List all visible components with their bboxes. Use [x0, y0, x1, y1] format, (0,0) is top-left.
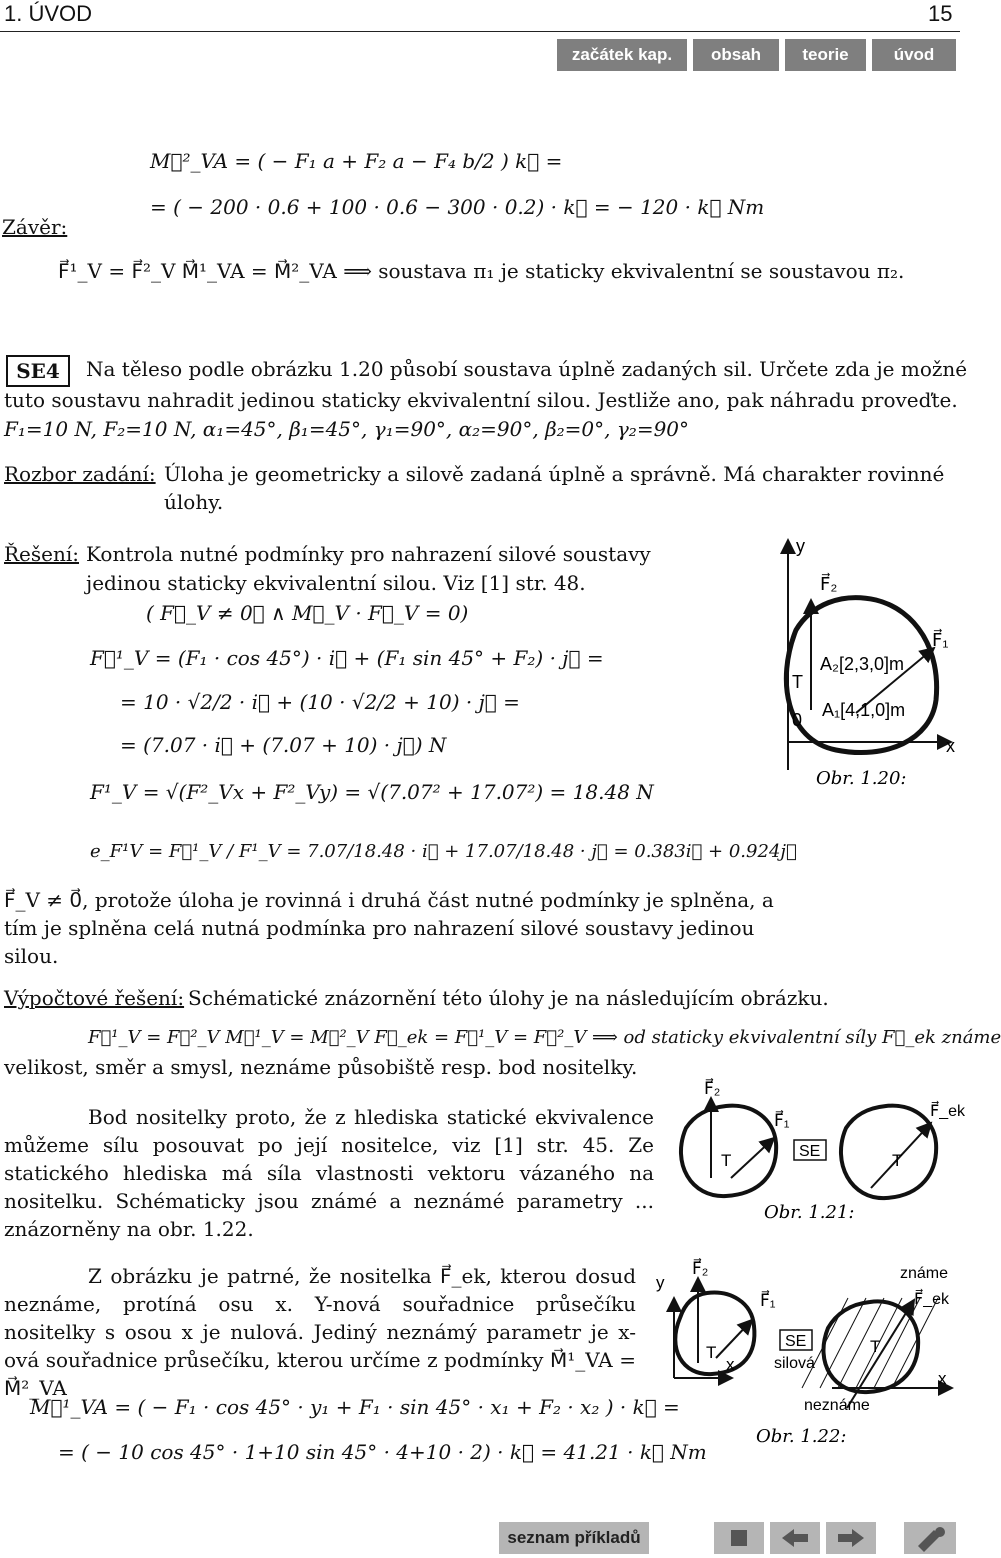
nav-chapter-start-button[interactable]: začátek kap.: [557, 39, 687, 71]
fig120-y-label: y: [796, 536, 805, 556]
header-rule: [0, 31, 960, 32]
nav-intro-button[interactable]: úvod: [872, 39, 956, 71]
fig122-nezname-label: neznáme: [804, 1397, 870, 1414]
fig121-f1-label: F⃗₁: [774, 1111, 790, 1130]
section-title: 1. ÚVOD: [4, 1, 93, 26]
body-outline: [786, 598, 936, 753]
reseni-line-1: Kontrola nutné podmínky pro nahrazení silové soustavy: [86, 542, 651, 566]
fig122-x2-label: x: [938, 1369, 947, 1388]
fig122-se-label: SE: [785, 1333, 807, 1350]
figure-1-21: [666, 1078, 965, 1228]
se4-tag: SE4: [6, 355, 70, 387]
first-page-button[interactable]: [714, 1522, 764, 1554]
figure-1-20: [756, 530, 956, 800]
se4-line-1: Na těleso podle obrázku 1.20 působí soustava úplně zadaných sil. Určete zda je možné: [86, 357, 968, 381]
fig121-fek-label: F⃗_ek: [930, 1103, 965, 1120]
next-page-button[interactable]: [826, 1522, 876, 1554]
rozbor-line-1: Úloha je geometricky a silově zadaná úplně a správně. Má charakter rovinné: [164, 462, 945, 486]
fig121-f2-label: F⃗₂: [704, 1079, 721, 1098]
conclusion-label: Závěr:: [2, 215, 68, 239]
nav-theory-button[interactable]: teorie: [785, 39, 866, 71]
reseni-line-2: jedinou staticky ekvivalentní silou. Viz [1] str. 48.: [86, 571, 586, 595]
moment-equation-1: M⃗²_VA = ( − F₁ a + F₂ a − F₄ b/2 ) k⃗ =: [150, 149, 563, 173]
fig120-t-label: T: [792, 672, 803, 692]
fig122-x1-label: x: [726, 1355, 735, 1374]
fig120-caption: Obr. 1.20:: [816, 768, 907, 789]
fig122-f1-label: F⃗₁: [760, 1291, 776, 1310]
fig120-origin-label: 0: [792, 710, 803, 730]
fig120-f2-label: F⃗₂: [820, 574, 838, 594]
vypocet-equation-cont: velikost, směr a smysl, neznáme působiště resp. bod nositelky.: [4, 1055, 638, 1079]
vypocet-label: Výpočtové řešení:: [4, 986, 185, 1010]
fig120-a1-label: A₁[4,1,0]m: [822, 700, 906, 720]
fig121-se-label: SE: [799, 1143, 821, 1160]
example-list-button[interactable]: seznam příkladů: [499, 1522, 649, 1554]
arrow-left-icon: [770, 1522, 820, 1554]
fig122-t1-label: T: [706, 1343, 717, 1362]
square-icon: [714, 1522, 764, 1554]
conclusion-line-2: tím je splněna celá nutná podmínka pro nahrazení silové soustavy jedinou: [4, 916, 755, 940]
moment-equation-2: = ( − 200 · 0.6 + 100 · 0.6 − 300 · 0.2) · k⃗ = − 120 · k⃗ Nm: [150, 195, 765, 219]
fig122-t2-label: T: [870, 1337, 881, 1356]
fig122-fek-label: F⃗_ek: [914, 1291, 949, 1308]
paragraph-z-obrazku: Z obrázku je patrné, že nositelka F⃗_ek, kterou dosud neznáme, protíná osu x. Y-nová souřadnice průsečíku nositelky s osou x je nulová. Jediný neznámý parametr je x-ová souřadnice průsečíku, kterou určíme z podmínky M⃗¹_VA = M⃗²_VA: [4, 1264, 636, 1400]
se4-line-2: tuto soustavu nahradit jedinou staticky ekvivalentní silou. Jestliže ano, pak náhradu proveďte.: [4, 388, 958, 412]
conclusion-line-1: F⃗_V ≠ 0⃗, protože úloha je rovinná i druhá část nutné podmínky je splněna, a: [4, 888, 774, 912]
condition-equation: ( F⃗_V ≠ 0⃗ ∧ M⃗_V · F⃗_V = 0): [146, 601, 469, 625]
final-moment-eq-1: M⃗¹_VA = ( − F₁ · cos 45° · y₁ + F₁ · sin 45° · x₁ + F₂ · x₂ ) · k⃗ =: [30, 1395, 680, 1419]
nav-contents-button[interactable]: obsah: [693, 39, 779, 71]
force-eq-2: = 10 · √2/2 · i⃗ + (10 · √2/2 + 10) · j⃗ =: [120, 690, 520, 714]
fig121-t2-label: T: [892, 1151, 903, 1170]
fig122-zname-label: známe: [900, 1265, 949, 1282]
fig122-caption: Obr. 1.22:: [756, 1426, 847, 1447]
fig122-f2-label: F⃗₂: [692, 1259, 709, 1278]
force-eq-1: F⃗¹_V = (F₁ · cos 45°) · i⃗ + (F₁ sin 45° + F₂) · j⃗ =: [90, 646, 604, 670]
page-number: 15: [928, 1, 953, 26]
unit-vector-eq: e_F¹V = F⃗¹_V / F¹_V = 7.07/18.48 · i⃗ + 17.07/18.48 · j⃗ = 0.383i⃗ + 0.924j⃗: [90, 841, 797, 862]
magnitude-eq: F¹_V = √(F²_Vx + F²_Vy) = √(7.07² + 17.07²) = 18.48 N: [90, 780, 654, 804]
body-outline-right: [841, 1106, 936, 1198]
equivalence-statement: F⃗¹_V = F⃗²_V M⃗¹_VA = M⃗²_VA ⟹ soustava π₁ je staticky ekvivalentní se soustavou π₂.: [58, 259, 905, 283]
vypocet-text: Schématické znázornění této úlohy je na následujícím obrázku.: [188, 986, 829, 1010]
fig122-y-label: y: [656, 1273, 665, 1292]
se4-given: F₁=10 N, F₂=10 N, α₁=45°, β₁=45°, γ₁=90°, α₂=90°, β₂=0°, γ₂=90°: [4, 417, 690, 441]
rozbor-label: Rozbor zadání:: [4, 462, 156, 486]
reseni-label: Řešení:: [4, 542, 80, 566]
fig121-caption: Obr. 1.21:: [764, 1202, 855, 1223]
tools-button[interactable]: [904, 1522, 956, 1554]
tools-icon: [904, 1522, 956, 1554]
fig120-a2-label: A₂[2,3,0]m: [820, 654, 905, 674]
prev-page-button[interactable]: [770, 1522, 820, 1554]
paragraph-bod-nositelky: Bod nositelky proto, že z hlediska statické ekvivalence můžeme sílu posouvat po její nositelce, viz [1] str. 45. Ze statického hlediska má síla vlastnosti vektoru vázaného na nositelku. Schématicky jsou známé a neznámé parametry ... znázorněny na obr. 1.22.: [4, 1105, 654, 1241]
vypocet-equation: F⃗¹_V = F⃗²_V M⃗¹_V = M⃗²_V F⃗_ek = F⃗¹_V = F⃗²_V ⟹ od staticky ekvivalentní síly F⃗_ek známe: [88, 1027, 1001, 1048]
conclusion-line-3: silou.: [4, 944, 59, 968]
fig121-t1-label: T: [721, 1151, 732, 1170]
fig120-f1-label: F⃗₁: [932, 630, 949, 650]
fig120-x-label: x: [946, 736, 955, 756]
fig122-silova-label: silová: [774, 1355, 815, 1372]
rozbor-line-2: úlohy.: [164, 490, 224, 514]
force-eq-3: = (7.07 · i⃗ + (7.07 + 10) · j⃗) N: [120, 733, 447, 757]
arrow-right-icon: [826, 1522, 876, 1554]
figure-1-22: [652, 1258, 958, 1454]
final-moment-eq-2: = ( − 10 cos 45° · 1+10 sin 45° · 4+10 · 2) · k⃗ = 41.21 · k⃗ Nm: [58, 1440, 707, 1464]
